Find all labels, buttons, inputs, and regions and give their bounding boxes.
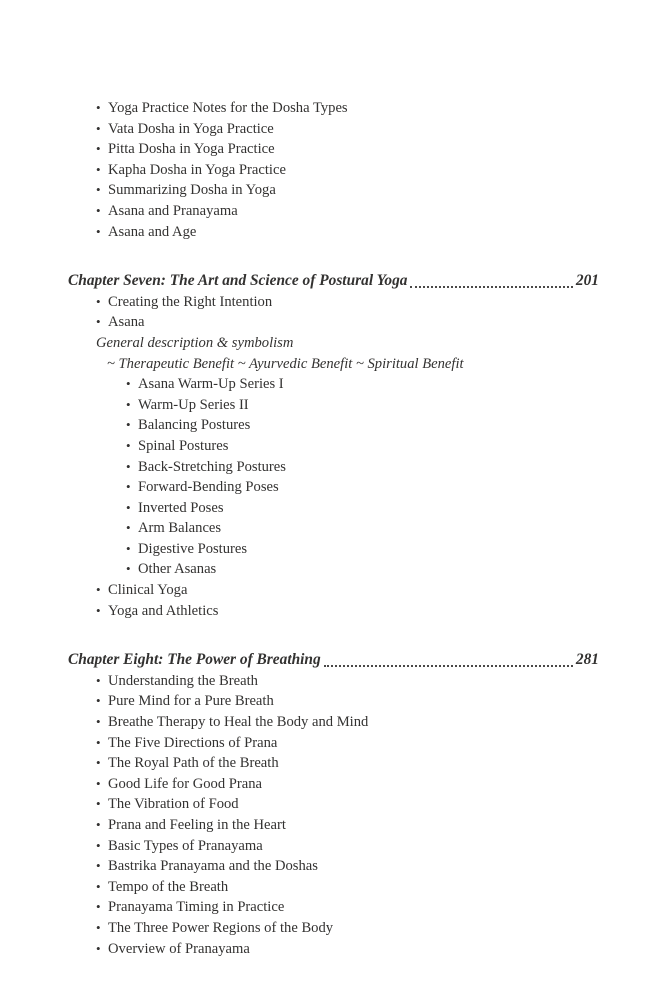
toc-entry-label: Spinal Postures	[138, 437, 229, 454]
bullet-icon: •	[96, 100, 101, 115]
bullet-icon: •	[96, 120, 101, 136]
toc-entry	[126, 457, 599, 478]
toc-entry-label: Other Asanas	[138, 561, 217, 578]
bullet-icon: •	[96, 293, 101, 309]
bullet-icon: •	[126, 458, 131, 474]
toc-entry-label: The Five Directions of Prana	[108, 734, 278, 751]
toc-entry	[96, 774, 599, 795]
chapter-page-number: 281	[575, 651, 599, 669]
toc-entry-label: Overview of Pranayama	[108, 940, 250, 957]
toc-entry-label: The Three Power Regions of the Body	[108, 919, 334, 936]
toc-entry	[96, 601, 599, 622]
bullet-icon: •	[126, 437, 131, 453]
toc-entry	[96, 794, 599, 815]
toc-entry-label: Inverted Poses	[138, 499, 224, 516]
toc-entry	[107, 354, 599, 375]
toc-entry	[96, 580, 599, 601]
toc-entry	[96, 733, 599, 754]
bullet-icon: •	[96, 899, 101, 915]
dot-leader	[410, 286, 572, 288]
toc-entry-label: Forward-Bending Poses	[138, 479, 279, 496]
toc-entry	[96, 312, 599, 333]
toc-entry-label: Yoga and Athletics	[108, 602, 219, 619]
toc-entry	[126, 374, 599, 395]
toc-entry-label: Asana and Pranayama	[108, 202, 238, 219]
toc-entry-label: Understanding the Breath	[108, 672, 258, 689]
bullet-icon: •	[96, 141, 101, 157]
intro-entries	[68, 98, 599, 242]
toc-entry	[126, 415, 599, 436]
chapter-section	[68, 271, 599, 621]
toc-entry	[96, 753, 599, 774]
toc-entry	[96, 180, 599, 201]
bullet-icon: •	[96, 940, 101, 956]
toc-entry	[96, 222, 599, 243]
bullet-icon: •	[96, 182, 101, 198]
bullet-icon: •	[96, 919, 101, 935]
bullet-icon: •	[126, 499, 131, 515]
chapter-entries	[68, 292, 599, 622]
toc-entry-label: Balancing Postures	[138, 417, 251, 434]
toc-entry	[96, 918, 599, 939]
toc-entry-label: Tempo of the Breath	[108, 878, 229, 895]
toc-entry	[96, 712, 599, 733]
toc-entry	[126, 498, 599, 519]
bullet-icon: •	[96, 672, 101, 688]
bullet-icon: •	[126, 561, 131, 577]
toc-entry	[96, 671, 599, 692]
toc-entry-label: Asana and Age	[108, 223, 197, 240]
bullet-icon: •	[96, 161, 101, 177]
toc-entry-label: Bastrika Pranayama and the Doshas	[108, 858, 318, 875]
toc-entry	[96, 139, 599, 160]
toc-entry	[126, 539, 599, 560]
bullet-icon: •	[96, 602, 101, 618]
chapter-title: Chapter Seven: The Art and Science of Postural Yoga	[68, 272, 408, 290]
bullet-icon: •	[96, 734, 101, 750]
toc-entry	[96, 333, 599, 354]
bullet-icon: •	[96, 223, 101, 239]
chapter-sections	[68, 271, 599, 959]
toc-entry	[96, 201, 599, 222]
chapter-title: Chapter Eight: The Power of Breathing	[68, 651, 321, 669]
toc-entry	[96, 836, 599, 857]
toc-entry-label: The Royal Path of the Breath	[108, 755, 279, 772]
toc-entry-label: Prana and Feeling in the Heart	[108, 817, 286, 833]
toc-entry	[96, 939, 599, 960]
toc-entry	[96, 877, 599, 898]
toc-entry-label: Asana Warm-Up Series I	[138, 376, 284, 393]
toc-entry-label: Pure Mind for a Pure Breath	[108, 693, 274, 710]
chapter-page-number: 201	[575, 272, 599, 290]
toc-entry	[96, 856, 599, 877]
toc-entry	[126, 518, 599, 539]
bullet-icon: •	[126, 520, 131, 536]
bullet-icon: •	[126, 396, 131, 412]
bullet-icon: •	[126, 376, 131, 392]
toc-entry	[96, 691, 599, 712]
toc-entry-label: Digestive Postures	[138, 540, 248, 557]
toc-entry-label: Vata Dosha in Yoga Practice	[108, 120, 274, 137]
toc-entry-label: Kapha Dosha in Yoga Practice	[108, 161, 286, 178]
bullet-icon: •	[96, 796, 101, 812]
toc-entry-label: Warm-Up Series II	[138, 396, 249, 413]
bullet-icon: •	[96, 837, 101, 853]
toc-entry	[126, 477, 599, 498]
toc-entry-label: ~ Therapeutic Benefit ~ Ayurvedic Benefit ~ Spiritual Benefit	[107, 355, 464, 372]
toc-entry-label: Basic Types of Pranayama	[108, 837, 263, 854]
toc-entry	[96, 160, 599, 181]
toc-entry-label: Pitta Dosha in Yoga Practice	[108, 141, 275, 158]
chapter-section	[68, 650, 599, 959]
toc-entry-label: Yoga Practice Notes for the Dosha Types	[108, 100, 348, 116]
toc-entry-label: Breathe Therapy to Heal the Body and Mind	[108, 714, 369, 731]
bullet-icon: •	[96, 693, 101, 709]
toc-entry-label: Arm Balances	[138, 520, 222, 537]
toc-entry-label: The Vibration of Food	[108, 796, 239, 813]
toc-entry	[126, 559, 599, 580]
toc-entry-label: Summarizing Dosha in Yoga	[108, 182, 276, 199]
toc-entry-label: Clinical Yoga	[108, 582, 188, 599]
bullet-icon: •	[96, 714, 101, 730]
chapter-heading	[68, 650, 599, 671]
bullet-icon: •	[96, 755, 101, 771]
toc-entry	[96, 815, 599, 836]
toc-entry	[126, 395, 599, 416]
chapter-heading	[68, 271, 599, 292]
toc-entry	[126, 436, 599, 457]
bullet-icon: •	[96, 858, 101, 874]
bullet-icon: •	[96, 202, 101, 218]
toc-entry	[96, 119, 599, 140]
bullet-icon: •	[96, 817, 101, 832]
toc-entry-label: Pranayama Timing in Practice	[108, 899, 285, 916]
chapter-entries	[68, 671, 599, 959]
toc-entry	[96, 897, 599, 918]
bullet-icon: •	[126, 540, 131, 556]
toc-entry	[96, 292, 599, 313]
toc-entry-label: Good Life for Good Prana	[108, 775, 263, 792]
toc-entry	[96, 98, 599, 119]
dot-leader	[324, 665, 573, 667]
toc-entry-label: General description & symbolism	[96, 334, 294, 351]
bullet-icon: •	[96, 582, 101, 598]
bullet-icon: •	[96, 314, 101, 330]
toc-entry-label: Creating the Right Intention	[108, 293, 273, 310]
toc-entry-label: Back-Stretching Postures	[138, 458, 286, 475]
bullet-icon: •	[96, 878, 101, 894]
bullet-icon: •	[96, 775, 101, 791]
bullet-icon: •	[126, 417, 131, 433]
toc-entry-label: Asana	[108, 314, 145, 331]
bullet-icon: •	[126, 479, 131, 495]
